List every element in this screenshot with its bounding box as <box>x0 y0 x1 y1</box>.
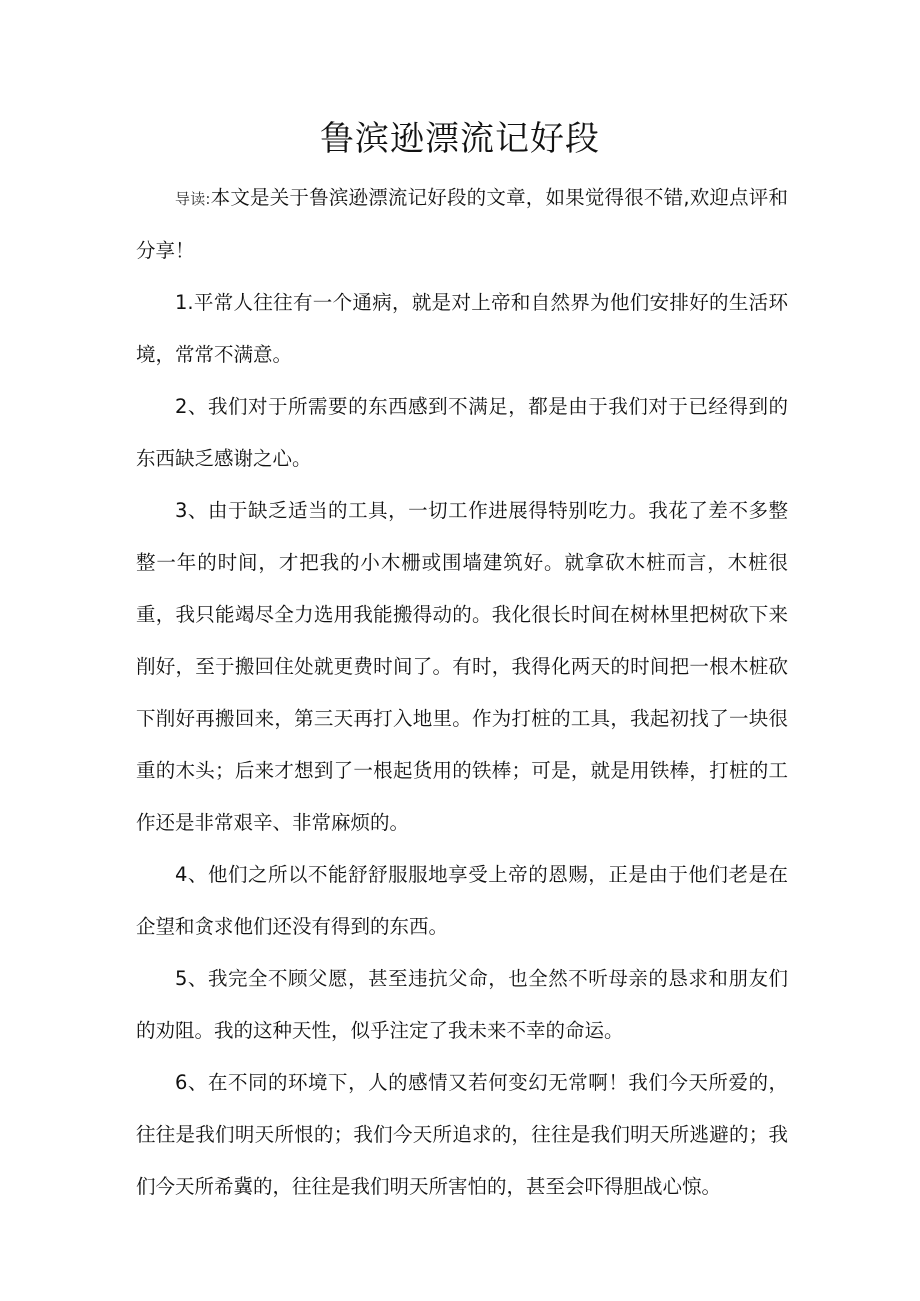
paragraph-4: 4、他们之所以不能舒舒服服地享受上帝的恩赐，正是由于他们老是在企望和贪求他们还没有得到的东西。 <box>136 863 788 938</box>
paragraph-2: 2、我们对于所需要的东西感到不满足，都是由于我们对于已经得到的东西缺乏感谢之心。 <box>136 395 788 470</box>
intro-text: 本文是关于鲁滨逊漂流记好段的文章，如果觉得很不错,欢迎点评和分享！ <box>136 186 788 262</box>
document-body <box>136 172 788 1213</box>
paragraph-6: 6、在不同的环境下，人的感情又若何变幻无常啊！我们今天所爱的，往往是我们明天所恨的；我们今天所追求的，往往是我们明天所逃避的；我们今天所希冀的，往往是我们明天所害怕的，甚至会吓得胆战心惊。 <box>136 1071 788 1198</box>
document-title: 鲁滨逊漂流记好段 <box>320 119 600 159</box>
paragraph-3: 3、由于缺乏适当的工具，一切工作进展得特别吃力。我花了差不多整整一年的时间，才把我的小木栅或围墙建筑好。就拿砍木桩而言，木桩很重，我只能竭尽全力选用我能搬得动的。我化很长时间在树林里把树砍下来削好，至于搬回住处就更费时间了。有时，我得化两天的时间把一根木桩砍下削好再搬回来，第三天再打入地里。作为打桩的工具，我起初找了一块很重的木头；后来才想到了一根起货用的铁棒；可是，就是用铁棒，打桩的工作还是非常艰辛、非常麻烦的。 <box>136 499 788 834</box>
intro-paragraph <box>136 172 788 277</box>
intro-prefix: 导读: <box>175 190 211 208</box>
paragraph-1: 1.平常人往往有一个通病，就是对上帝和自然界为他们安排好的生活环境，常常不满意。 <box>136 291 788 366</box>
paragraph-5: 5、我完全不顾父愿，甚至违抗父命，也全然不听母亲的恳求和朋友们的劝阻。我的这种天性，似乎注定了我未来不幸的命运。 <box>136 967 788 1042</box>
